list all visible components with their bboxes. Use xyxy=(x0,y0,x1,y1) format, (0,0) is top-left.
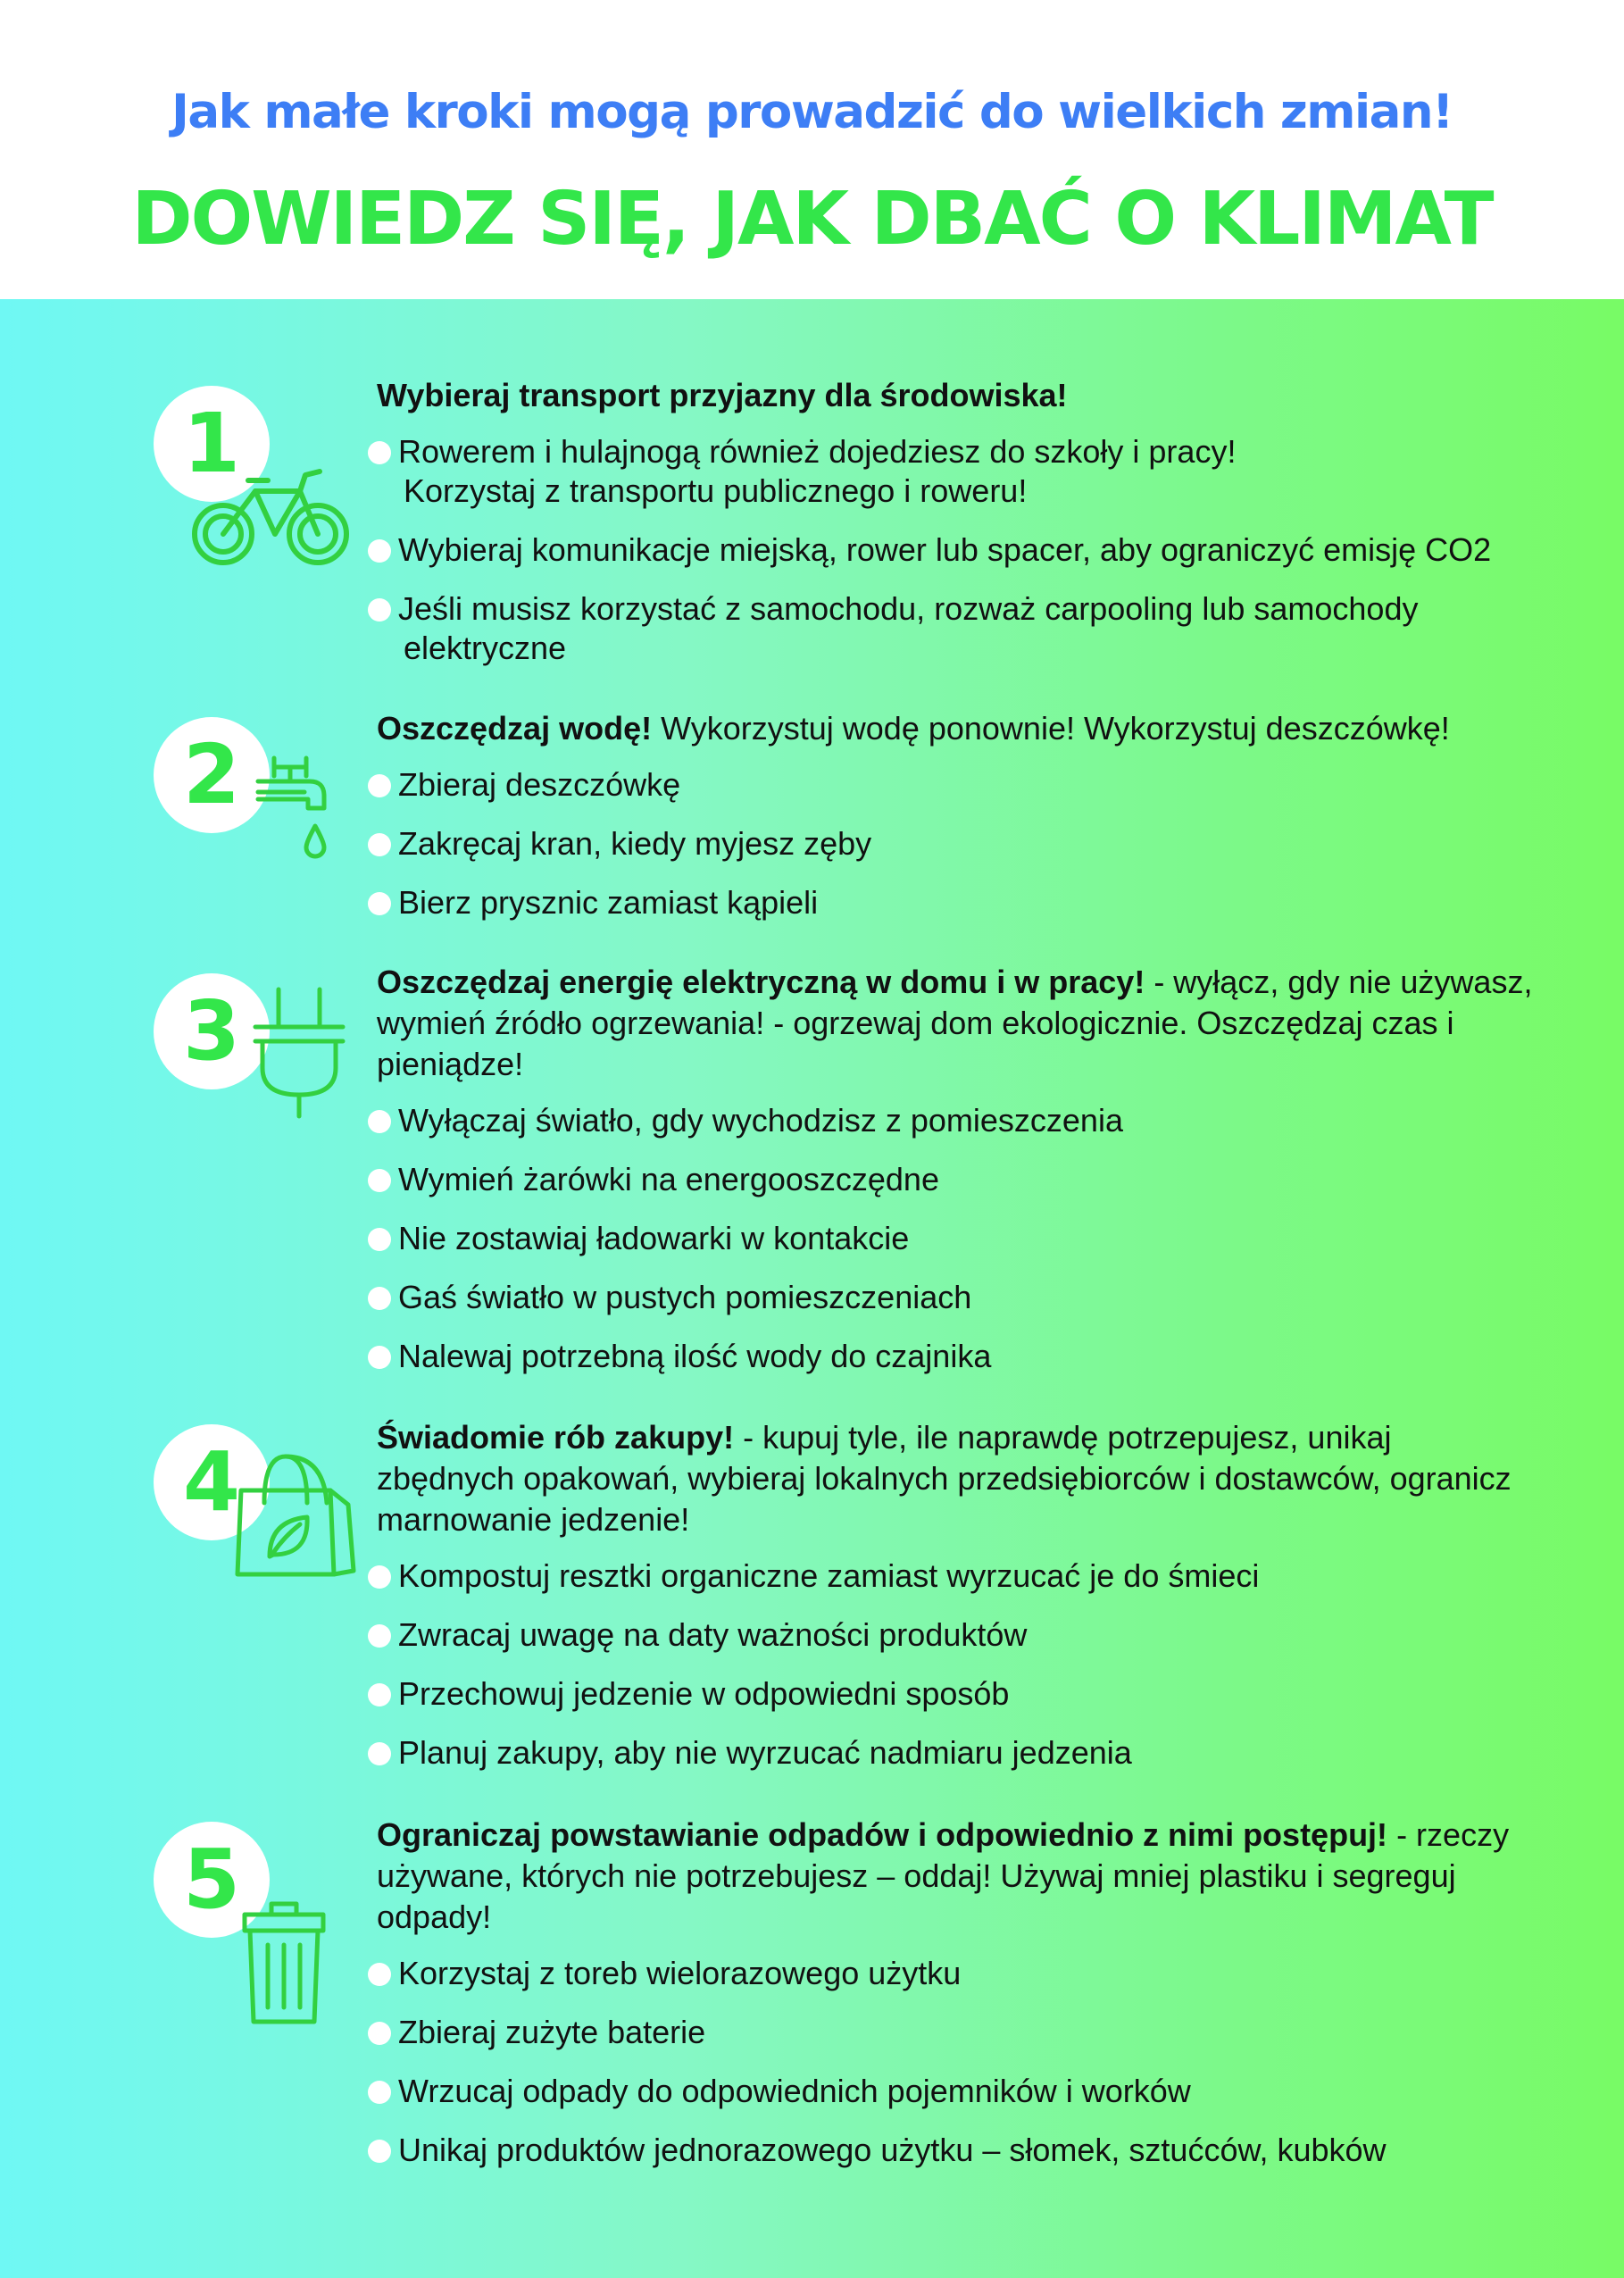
list-item-text-continued: Korzystaj z transportu publicznego i roweru! xyxy=(404,472,1028,509)
section-heading-text: - rzeczy używane, których nie potrzebujesz – oddaj! Używaj mniej plastiku i segreguj odpady! xyxy=(377,1816,1510,1935)
list-item-text: Wyłączaj światło, gdy wychodzisz z pomieszczenia xyxy=(398,1102,1123,1139)
step-number-badge xyxy=(154,717,270,833)
header xyxy=(0,0,1624,299)
section-transport xyxy=(375,375,1536,688)
trash-bin-icon xyxy=(239,1895,329,2029)
list-item xyxy=(375,1733,1536,1773)
list-item xyxy=(375,765,1536,805)
list-item-text: Korzystaj z toreb wielorazowego użytku xyxy=(398,1955,962,1991)
tips-list xyxy=(375,1556,1536,1773)
list-item-text: Bierz prysznic zamiast kąpieli xyxy=(398,884,819,921)
list-item-text: Nie zostawiaj ładowarki w kontakcie xyxy=(398,1220,910,1256)
list-item xyxy=(375,2013,1536,2052)
list-item-text: Zwracaj uwagę na daty ważności produktów xyxy=(398,1616,1028,1653)
section-heading xyxy=(377,1417,1536,1540)
step-number: 2 xyxy=(182,727,240,822)
section-heading-text: Wykorzystuj wodę ponownie! Wykorzystuj deszczówkę! xyxy=(652,710,1450,747)
tips-list xyxy=(375,432,1536,668)
list-item xyxy=(375,1219,1536,1258)
power-plug-icon xyxy=(250,982,348,1125)
water-tap-icon xyxy=(254,746,353,871)
list-item xyxy=(375,589,1536,668)
step-number: 4 xyxy=(182,1434,240,1530)
tips-list xyxy=(375,765,1536,922)
list-item xyxy=(375,1954,1536,1993)
section-heading-bold: Świadomie rób zakupy! xyxy=(377,1419,735,1456)
list-item xyxy=(375,530,1536,570)
list-item xyxy=(375,1556,1536,1596)
section-heading-text: - wyłącz, gdy nie używasz, wymień źródło ogrzewania! - ogrzewaj dom ekologicznie. Oszczędzaj czas i pieniądze! xyxy=(377,964,1533,1082)
list-item xyxy=(375,2131,1536,2170)
list-item xyxy=(375,1278,1536,1317)
tips-list xyxy=(375,1101,1536,1376)
list-item-text: Rowerem i hulajnogą również dojedziesz do szkoły i pracy! xyxy=(398,433,1237,470)
section-waste xyxy=(375,1815,1536,2190)
list-item-text: Kompostuj resztki organiczne zamiast wyrzucać je do śmieci xyxy=(398,1557,1260,1594)
section-water xyxy=(375,708,1536,942)
section-heading-text: - kupuj tyle, ile naprawdę potrzepujesz, unikaj zbędnych opakowań, wybieraj lokalnych przedsiębiorców i dostawców, ogranicz marnowanie jedzenie! xyxy=(377,1419,1512,1538)
list-item-text: Nalewaj potrzebną ilość wody do czajnika xyxy=(398,1338,992,1374)
list-item xyxy=(375,1674,1536,1714)
list-item-text: Unikaj produktów jednorazowego użytku – słomek, sztućców, kubków xyxy=(398,2132,1387,2168)
list-item xyxy=(375,1101,1536,1140)
step-number: 1 xyxy=(182,396,240,491)
section-heading xyxy=(377,962,1536,1085)
list-item xyxy=(375,1615,1536,1655)
list-item-text: Wymień żarówki na energooszczędne xyxy=(398,1161,939,1197)
list-item xyxy=(375,432,1536,511)
section-energy xyxy=(375,962,1536,1396)
list-item-text: Zbieraj zużyte baterie xyxy=(398,2014,706,2050)
section-heading-bold: Wybieraj transport przyjazny dla środowiska! xyxy=(377,377,1068,413)
section-heading-bold: Oszczędzaj energię elektryczną w domu i w pracy! xyxy=(377,964,1145,1000)
tips-list xyxy=(375,1954,1536,2170)
list-item-text: Zbieraj deszczówkę xyxy=(398,766,681,803)
page-title: DOWIEDZ SIĘ, JAK DBAĆ O KLIMAT xyxy=(131,177,1493,262)
section-heading-bold: Oszczędzaj wodę! xyxy=(377,710,653,747)
section-shopping xyxy=(375,1417,1536,1792)
section-heading xyxy=(377,708,1536,749)
list-item xyxy=(375,1337,1536,1376)
list-item xyxy=(375,883,1536,922)
step-number: 3 xyxy=(182,983,240,1079)
bicycle-icon xyxy=(186,464,355,572)
page-subtitle: Jak małe kroki mogą prowadzić do wielkich zmian! xyxy=(171,85,1453,139)
list-item-text-continued: elektryczne xyxy=(404,630,567,666)
eco-shopping-bag-icon xyxy=(234,1451,359,1581)
list-item-text: Zakręcaj kran, kiedy myjesz zęby xyxy=(398,825,872,862)
list-item xyxy=(375,2072,1536,2111)
list-item-text: Jeśli musisz korzystać z samochodu, rozważ carpooling lub samochody xyxy=(398,590,1419,627)
section-heading xyxy=(377,1815,1536,1938)
list-item xyxy=(375,1160,1536,1199)
list-item-text: Wybieraj komunikacje miejską, rower lub spacer, aby ograniczyć emisję CO2 xyxy=(398,531,1492,568)
section-heading-bold: Ograniczaj powstawianie odpadów i odpowiednio z nimi postępuj! xyxy=(377,1816,1388,1853)
list-item xyxy=(375,824,1536,864)
list-item-text: Gaś światło w pustych pomieszczeniach xyxy=(398,1279,972,1315)
section-heading xyxy=(377,375,1536,416)
list-item-text: Planuj zakupy, aby nie wyrzucać nadmiaru jedzenia xyxy=(398,1734,1132,1771)
step-number: 5 xyxy=(182,1832,240,1927)
list-item-text: Wrzucaj odpady do odpowiednich pojemników i worków xyxy=(398,2073,1191,2109)
list-item-text: Przechowuj jedzenie w odpowiedni sposób xyxy=(398,1675,1010,1712)
